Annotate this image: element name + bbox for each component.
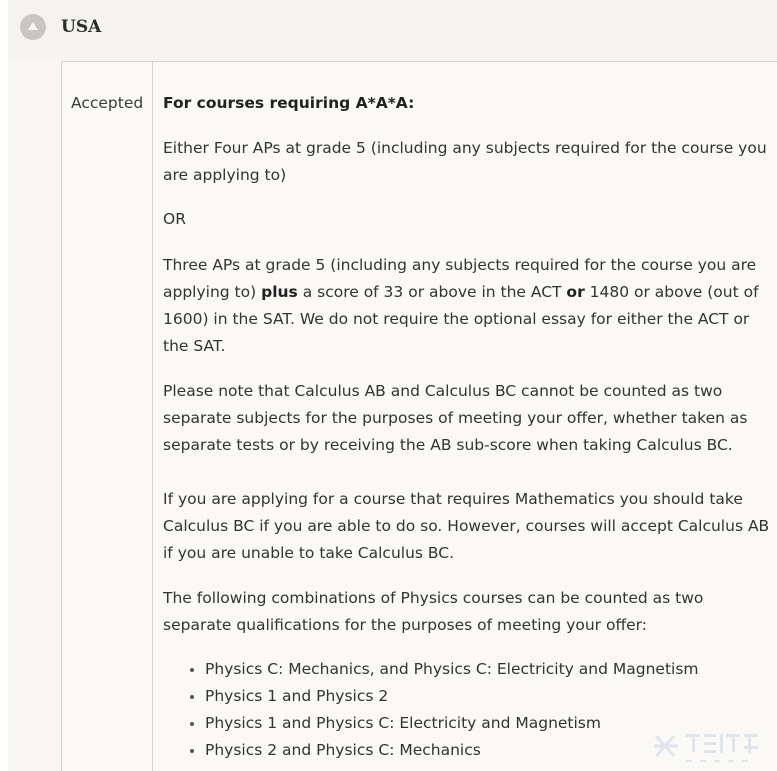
list-item: Physics 2 and Physics C: Mechanics bbox=[163, 737, 699, 764]
emphasis-or: or bbox=[566, 283, 585, 301]
accordion-title[interactable]: USA bbox=[61, 17, 102, 37]
paragraph-physics-intro: The following combinations of Physics courses can be counted as two separate qualifications for the purposes of meeting your offer: bbox=[163, 589, 704, 634]
accordion-header[interactable] bbox=[8, 0, 777, 58]
watermark-logo-icon bbox=[650, 722, 777, 771]
chevron-up-icon bbox=[28, 22, 38, 30]
row-label-accepted: Accepted bbox=[71, 94, 144, 112]
text-segment: a score of 33 or above in the ACT bbox=[297, 283, 567, 301]
list-item: Physics 1 and Physics 2 bbox=[163, 683, 699, 710]
emphasis-plus: plus bbox=[261, 283, 298, 301]
physics-combinations-list bbox=[163, 656, 699, 764]
paragraph-or: OR bbox=[163, 210, 186, 228]
paragraph-three-aps bbox=[163, 252, 773, 360]
paragraph-calculus-note: Please note that Calculus AB and Calculus BC cannot be counted as two separate subjects for the purposes of meeting your offer, whether taken as separate tests or by receiving the AB sub-score when taking Calculus BC. bbox=[163, 382, 748, 454]
requirements-heading: For courses requiring A*A*A: bbox=[163, 94, 415, 112]
column-divider bbox=[152, 61, 153, 771]
paragraph-mathematics-advice: If you are applying for a course that requires Mathematics you should take Calculus BC if you are able to do so. However, courses will accept Calculus AB if you are unable to take Calculus BC. bbox=[163, 490, 770, 562]
collapse-toggle-button[interactable] bbox=[20, 14, 46, 40]
text-segment: 1480 or above (out of 1600) in the SAT. We do not require the optional essay for either the ACT or the SAT. bbox=[163, 283, 759, 355]
list-item: Physics C: Mechanics, and Physics C: Electricity and Magnetism bbox=[163, 656, 699, 683]
left-margin bbox=[0, 0, 8, 771]
text-segment: Three APs at grade 5 (including any subjects required for the course you are applying to) bbox=[163, 256, 757, 301]
list-item: Physics 1 and Physics C: Electricity and Magnetism bbox=[163, 710, 699, 737]
paragraph-four-aps: Either Four APs at grade 5 (including any subjects required for the course you are applying to) bbox=[163, 139, 767, 184]
